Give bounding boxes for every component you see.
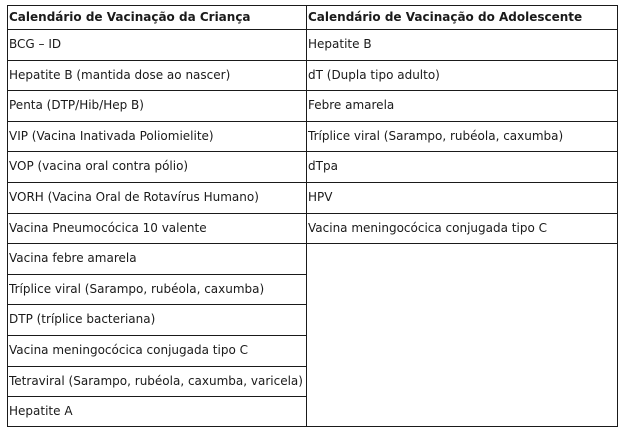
header-child-calendar: Calendário de Vacinação da Criança [8, 6, 307, 30]
teen-vaccine-cell: dT (Dupla tipo adulto) [307, 60, 618, 91]
table-row [8, 60, 618, 91]
teen-vaccine-cell: Vacina meningocócica conjugada tipo C [307, 213, 618, 244]
table-header-row [8, 6, 618, 30]
table-row [8, 121, 618, 152]
child-vaccine-cell: Vacina febre amarela [8, 244, 307, 275]
child-vaccine-cell: VIP (Vacina Inativada Poliomielite) [8, 121, 307, 152]
child-vaccine-cell: Vacina meningocócica conjugada tipo C [8, 336, 307, 367]
table-row [8, 91, 618, 122]
teen-vaccine-cell: Febre amarela [307, 91, 618, 122]
child-vaccine-cell: Penta (DTP/Hib/Hep B) [8, 91, 307, 122]
teen-vaccine-cell: HPV [307, 183, 618, 214]
table-row [8, 30, 618, 61]
teen-vaccine-cell: Tríplice viral (Sarampo, rubéola, caxumba) [307, 121, 618, 152]
table-row [8, 244, 618, 275]
teen-vaccine-cell: Hepatite B [307, 30, 618, 61]
table-row [8, 152, 618, 183]
child-vaccine-cell: Hepatite A [8, 397, 307, 427]
child-vaccine-cell: BCG – ID [8, 30, 307, 61]
teen-empty-area [307, 244, 618, 427]
child-vaccine-cell: DTP (tríplice bacteriana) [8, 305, 307, 336]
child-vaccine-cell: Vacina Pneumocócica 10 valente [8, 213, 307, 244]
table-row [8, 183, 618, 214]
child-vaccine-cell: VORH (Vacina Oral de Rotavírus Humano) [8, 183, 307, 214]
child-vaccine-cell: Tríplice viral (Sarampo, rubéola, caxumba) [8, 274, 307, 305]
table-row [8, 213, 618, 244]
teen-vaccine-cell: dTpa [307, 152, 618, 183]
vaccination-calendar-table [7, 5, 618, 427]
child-vaccine-cell: Tetraviral (Sarampo, rubéola, caxumba, varicela) [8, 366, 307, 397]
header-teen-calendar: Calendário de Vacinação do Adolescente [307, 6, 618, 30]
child-vaccine-cell: Hepatite B (mantida dose ao nascer) [8, 60, 307, 91]
child-vaccine-cell: VOP (vacina oral contra pólio) [8, 152, 307, 183]
